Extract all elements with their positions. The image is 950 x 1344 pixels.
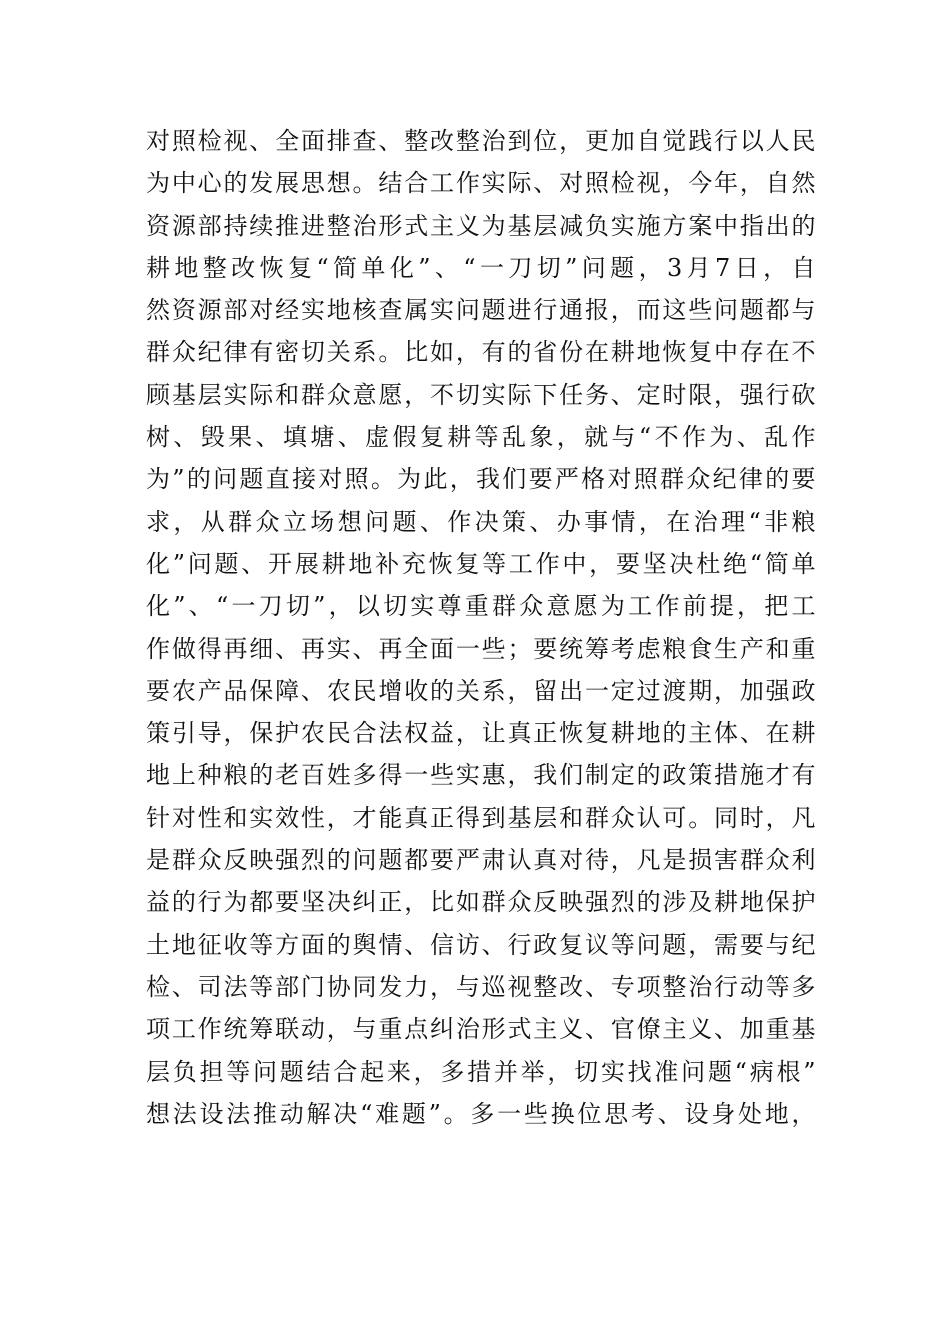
text-line: 项工作统筹联动，与重点纠治形式主义、官僚主义、加重基: [146, 1015, 816, 1044]
text-line: 想法设法推动解决“难题”。多一些换位思考、设身处地，: [146, 1099, 816, 1128]
text-line: 作做得再细、再实、再全面一些；要统筹考虑粮食生产和重: [146, 634, 816, 663]
text-line: 要农产品保障、农民增收的关系，留出一定过渡期，加强政: [146, 676, 816, 705]
text-line: 求，从群众立场想问题、作决策、办事情，在治理“非粮: [146, 507, 816, 536]
text-line: 益的行为都要坚决纠正，比如群众反映强烈的涉及耕地保护: [146, 888, 816, 917]
text-line: 地上种粮的老百姓多得一些实惠，我们制定的政策措施才有: [146, 761, 816, 790]
text-line: 针对性和实效性，才能真正得到基层和群众认可。同时，凡: [146, 803, 816, 832]
text-line: 为”的问题直接对照。为此，我们要严格对照群众纪律的要: [146, 465, 816, 494]
text-line: 资源部持续推进整治形式主义为基层减负实施方案中指出的: [146, 211, 816, 240]
text-line: 策引导，保护农民合法权益，让真正恢复耕地的主体、在耕: [146, 719, 816, 748]
text-line: 对照检视、全面排查、整改整治到位，更加自觉践行以人民: [146, 127, 816, 155]
text-line: 土地征收等方面的舆情、信访、行政复议等问题，需要与纪: [146, 930, 816, 959]
text-line: 化”、“一刀切”，以切实尊重群众意愿为工作前提，把工: [146, 592, 816, 621]
text-line: 耕地整改恢复“简单化”、“一刀切”问题，3月7日，自: [146, 253, 816, 282]
text-line: 顾基层实际和群众意愿，不切实际下任务、定时限，强行砍: [146, 380, 816, 409]
text-line: 然资源部对经实地核查属实问题进行通报，而这些问题都与: [146, 296, 816, 325]
text-line: 化”问题、开展耕地补充恢复等工作中，要坚决杜绝“简单: [146, 549, 816, 578]
text-line: 层负担等问题结合起来，多措并举，切实找准问题“病根”: [146, 1057, 816, 1086]
text-line: 为中心的发展思想。结合工作实际、对照检视，今年，自然: [146, 169, 816, 198]
text-line: 群众纪律有密切关系。比如，有的省份在耕地恢复中存在不: [146, 338, 816, 367]
text-line: 是群众反映强烈的问题都要严肃认真对待，凡是损害群众利: [146, 846, 816, 875]
text-line: 检、司法等部门协同发力，与巡视整改、专项整治行动等多: [146, 972, 816, 1001]
body-paragraph: [146, 120, 816, 1135]
text-line: 树、毁果、填塘、虚假复耕等乱象，就与“不作为、乱作: [146, 423, 816, 452]
